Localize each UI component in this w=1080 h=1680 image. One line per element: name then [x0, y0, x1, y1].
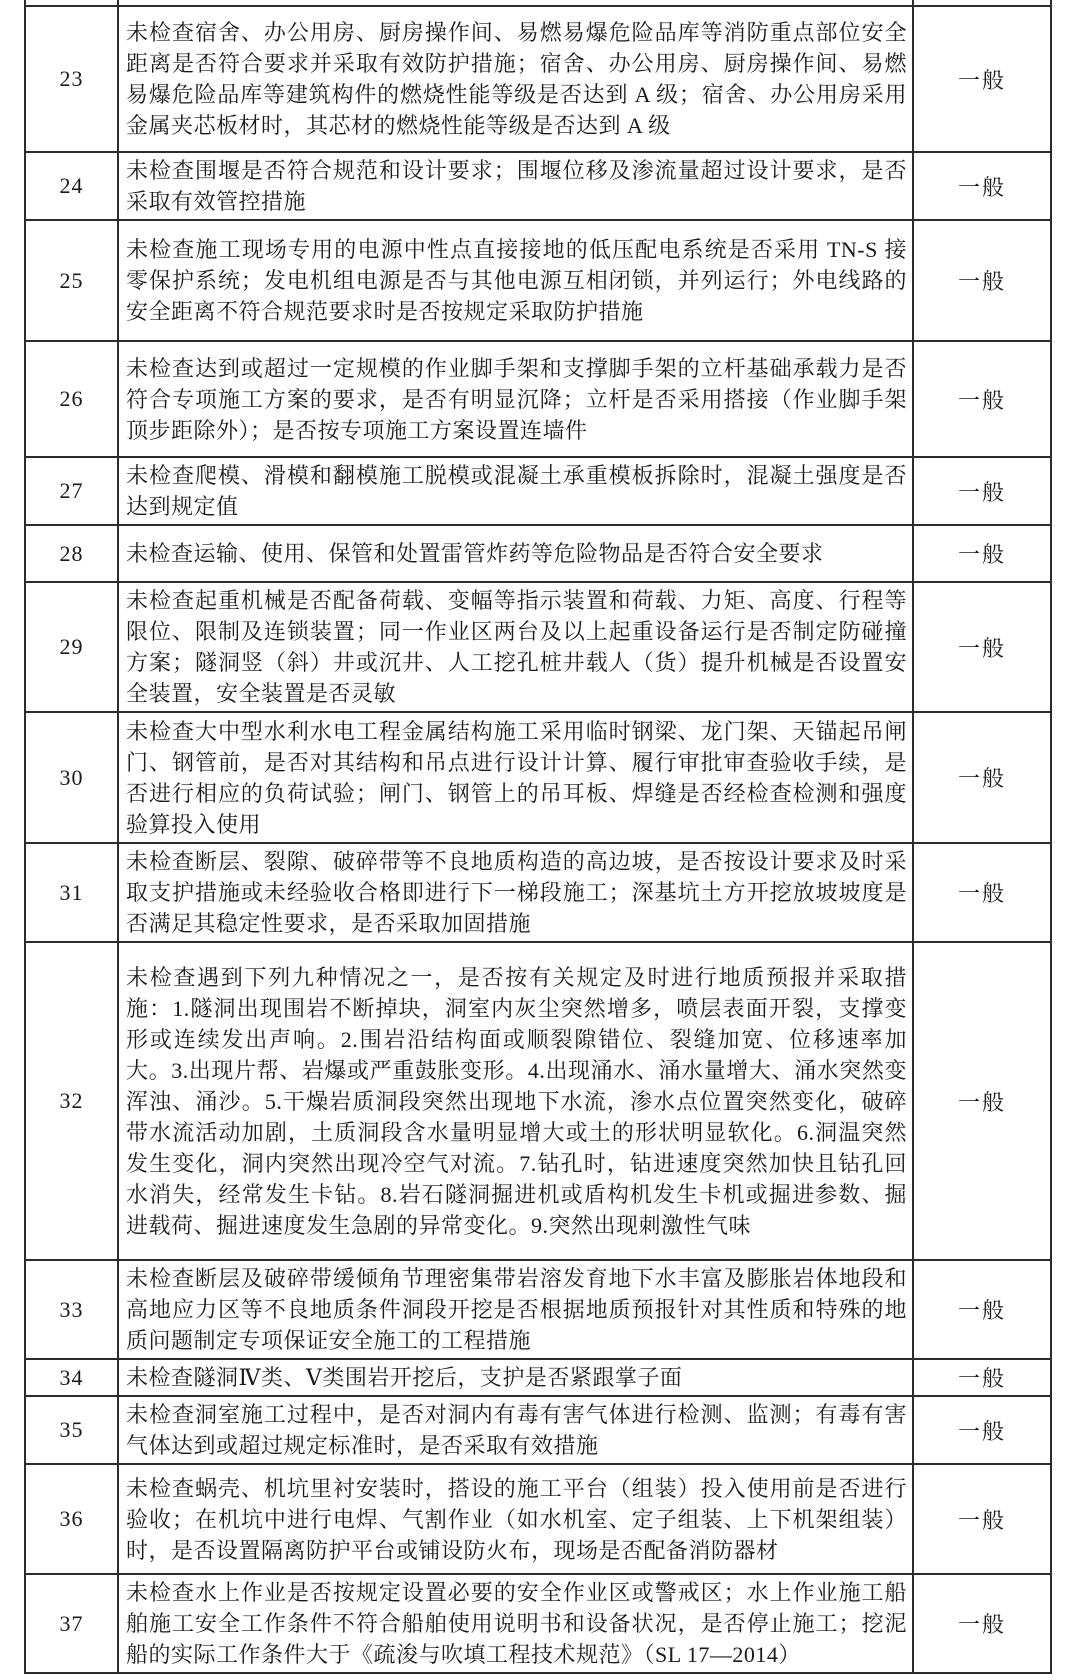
- description-text: 未检查洞室施工过程中，是否对洞内有毒有害气体进行检测、监测；有毒有害气体达到或超过规定标准时，是否采取有效措施: [126, 1402, 907, 1458]
- description-text: 未检查隧洞Ⅳ类、Ⅴ类围岩开挖后，支护是否紧跟掌子面: [126, 1365, 683, 1390]
- severity-cell: 一般: [957, 1366, 1006, 1391]
- severity-cell: 一般: [957, 1507, 1006, 1533]
- row-number-cell: 31: [26, 844, 119, 941]
- description-text: 未检查达到或超过一定规模的作业脚手架和支撑脚手架的立杆基础承载力是否符合专项施工方案的要求，是否有明显沉降；立杆是否采用搭接（作业脚手架顶步距除外）；是否按专项施工方案设置连墙件: [126, 355, 907, 443]
- description-cell: [119, 526, 914, 581]
- row-number-cell: 34: [26, 1360, 119, 1395]
- table-row: [26, 844, 1050, 943]
- description-cell: [119, 1261, 914, 1358]
- table-row: [26, 342, 1050, 458]
- severity-cell: 一般: [957, 387, 1006, 413]
- description-text: 未检查断层及破碎带缓倾角节理密集带岩溶发育地下水丰富及膨胀岩体地段和高地应力区等不良地质条件洞段开挖是否根据地质预报针对其性质和特殊的地质问题制定专项保证安全施工的工程措施: [126, 1266, 907, 1353]
- description-cell: [119, 458, 914, 524]
- severity-cell: 一般: [957, 67, 1006, 93]
- description-cell: [119, 221, 914, 340]
- description-cell: [119, 943, 914, 1259]
- row-number-cell: 24: [26, 153, 119, 219]
- row-number-cell: 27: [26, 458, 119, 524]
- description-text: 未检查水上作业是否按规定设置必要的安全作业区或警戒区；水上作业施工船舶施工安全工作条件不符合船舶使用说明书和设备状况，是否停止施工；挖泥船的实际工作条件大于《疏浚与吹填工程技术规范》（SL 17—2014）: [126, 1580, 907, 1667]
- row-number-cell: 23: [26, 7, 119, 151]
- table-row: [26, 221, 1050, 342]
- sliver-severity-cell: [914, 0, 1050, 5]
- description-cell: [119, 583, 914, 711]
- severity-cell: 一般: [957, 1298, 1006, 1323]
- table-row: [26, 7, 1050, 153]
- description-text: 未检查围堰是否符合规范和设计要求；围堰位移及渗流量超过设计要求，是否采取有效管控措施: [126, 158, 907, 214]
- description-text: 未检查蜗壳、机坑里衬安装时，搭设的施工平台（组装）投入使用前是否进行验收；在机坑中进行电焊、气割作业（如水机室、定子组装、上下机架组装）时，是否设置隔离防护平台或铺设防火布，现场是否配备消防器材: [126, 1475, 907, 1563]
- severity-cell: 一般: [957, 766, 1006, 791]
- severity-cell: 一般: [957, 174, 1006, 200]
- description-cell: [119, 342, 914, 456]
- description-cell: [119, 1397, 914, 1463]
- description-text: 未检查起重机械是否配备荷载、变幅等指示装置和荷载、力矩、高度、行程等限位、限制及连锁装置；同一作业区两台及以上起重设备运行是否制定防碰撞方案；隧洞竖（斜）井或沉井、人工挖孔桩井载人（货）提升机械是否设置安全装置，安全装置是否灵敏: [126, 588, 907, 706]
- row-number-cell: 37: [26, 1575, 119, 1672]
- severity-cell: 一般: [957, 1612, 1006, 1637]
- description-cell: [119, 713, 914, 842]
- inspection-items-table: [24, 5, 1052, 1674]
- description-cell: [119, 844, 914, 941]
- description-cell: [119, 153, 914, 219]
- description-text: 未检查爬模、滑模和翻模施工脱模或混凝土承重模板拆除时，混凝土强度是否达到规定值: [126, 463, 907, 519]
- row-number-cell: 33: [26, 1261, 119, 1358]
- description-cell: [119, 7, 914, 151]
- row-number-cell: 29: [26, 583, 119, 711]
- severity-cell: 一般: [957, 1089, 1006, 1115]
- description-text: 未检查大中型水利水电工程金属结构施工采用临时钢梁、龙门架、天锚起吊闸门、钢管前，是否对其结构和吊点进行设计计算、履行审批审查验收手续，是否进行相应的负荷试验；闸门、钢管上的吊耳板、焊缝是否经检查检测和强度验算投入使用: [126, 718, 907, 837]
- table-row: [26, 943, 1050, 1261]
- table-row: [26, 1465, 1050, 1575]
- table-row: [26, 1261, 1050, 1360]
- table-row: [26, 1397, 1050, 1465]
- severity-cell: 一般: [957, 1418, 1006, 1444]
- severity-cell: 一般: [957, 542, 1006, 567]
- row-number-cell: 35: [26, 1397, 119, 1463]
- sliver-description-cell: [119, 0, 914, 5]
- row-number-cell: 28: [26, 526, 119, 581]
- description-cell: [119, 1465, 914, 1573]
- description-text: 未检查宿舍、办公用房、厨房操作间、易燃易爆危险品库等消防重点部位安全距离是否符合要求并采取有效防护措施；宿舍、办公用房、厨房操作间、易燃易爆危险品库等建筑构件的燃烧性能等级是否达到 A 级；宿舍、办公用房采用金属夹芯板材时，其芯材的燃烧性能等级是否达到 A 级: [126, 20, 907, 138]
- table-row: [26, 1360, 1050, 1397]
- description-text: 未检查施工现场专用的电源中性点直接接地的低压配电系统是否采用 TN-S 接零保护系统；发电机组电源是否与其他电源互相闭锁，并列运行；外电线路的安全距离不符合规范要求时是否按规定采取防护措施: [126, 237, 907, 324]
- severity-cell: 一般: [957, 635, 1006, 661]
- sliver-number-cell: [26, 0, 119, 5]
- description-text: 未检查运输、使用、保管和处置雷管炸药等危险物品是否符合安全要求: [126, 541, 824, 566]
- description-text: 未检查遇到下列九种情况之一，是否按有关规定及时进行地质预报并采取措施：1.隧洞出现围岩不断掉块，洞室内灰尘突然增多，喷层表面开裂，支撑变形或连续发出声响。2.围岩沿结构面或顺裂隙错位、裂缝加宽、位移速率加大。3.出现片帮、岩爆或严重鼓胀变形。4.出现涌水、涌水量增大、涌水突然变浑浊、涌沙。5.干燥岩质洞段突然出现地下水流，渗水点位置突然变化，破碎带水流活动加剧，土质洞段含水量明显增大或土的形状明显软化。6.洞温突然发生变化，洞内突然出现冷空气对流。7.钻孔时，钻进速度突然加快且钻孔回水消失，经常发生卡钻。8.岩石隧洞掘进机或盾构机发生卡机或掘进参数、掘进载荷、掘进速度发生急剧的异常变化。9.突然出现刺激性气味: [126, 964, 907, 1238]
- table-row: [26, 713, 1050, 844]
- description-cell: [119, 1575, 914, 1672]
- table-row: [26, 526, 1050, 583]
- row-number-cell: 26: [26, 342, 119, 456]
- description-cell: [119, 1360, 914, 1395]
- table-row: [26, 1575, 1050, 1672]
- table-row: [26, 153, 1050, 221]
- severity-cell: 一般: [957, 269, 1006, 294]
- row-number-cell: 25: [26, 221, 119, 340]
- row-number-cell: 30: [26, 713, 119, 842]
- severity-cell: 一般: [957, 479, 1006, 505]
- table-row: [26, 583, 1050, 713]
- description-text: 未检查断层、裂隙、破碎带等不良地质构造的高边坡，是否按设计要求及时采取支护措施或未经验收合格即进行下一梯段施工；深基坑土方开挖放坡坡度是否满足其稳定性要求，是否采取加固措施: [126, 849, 907, 936]
- document-page: [24, 0, 1052, 1674]
- severity-cell: 一般: [957, 881, 1006, 906]
- table-row: [26, 458, 1050, 526]
- row-number-cell: 32: [26, 943, 119, 1259]
- cut-off-row-sliver: [24, 0, 1052, 5]
- row-number-cell: 36: [26, 1465, 119, 1573]
